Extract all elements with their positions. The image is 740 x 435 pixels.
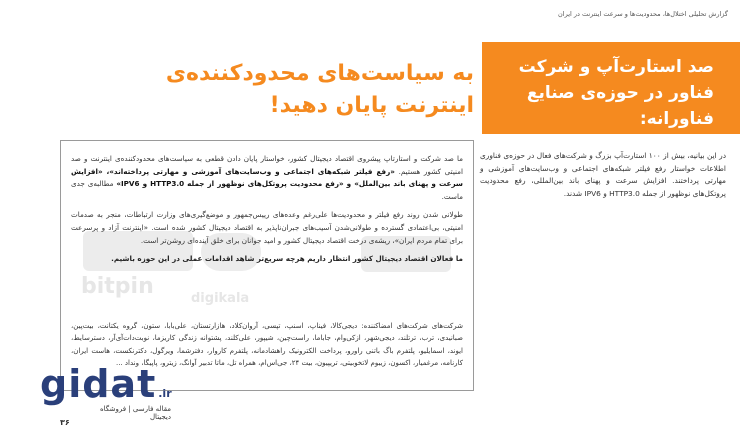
- logo-word: gidat: [40, 362, 157, 406]
- signatory-companies: شرکت‌های شرکت‌های امضاکننده: دیجی‌کالا، فیناپ، اسنپ، تپسی، آروان‌کلاد، هازارتستان، علی‌بابا، ستون، گروه یکتانت، بیت‌پین، صبانیدی، ترب، ترتلند، دیجی‌شهر، ازکی‌وام، جاباما، راست‌چین، شیپور، علی‌کلند، پشتوانه زندگی کاریزما، نوبت‌دات‌آی‌آر، دسترسایط، ایوند، اسمایلیو، پلتفرم باگ باتنی راورو، پرداخت الکترونیک راهشادمانه، پلتفرم کاروار، دفترشما، ویرگول، دکترنکست، هاست ایران، کارنامه، مرغمیار، اکسون، زیبوم لاتخوبیتی، تریپیون، بیت ۲۴، جی‌اس‌ام، همراه تل، ماتا تدبیر آوانگ، زیترو، پاپیگا، ونداد ...: [71, 322, 463, 368]
- running-header: گزارش تحلیلی اختلال‌ها، محدودیت‌ها و سرعت اینترنت در ایران: [558, 10, 728, 18]
- orange-banner: [482, 42, 740, 134]
- right-column-text: در این بیانیه، بیش از ۱۰۰ استارت‌آپ بزرگ و شرکت‌های فعال در حوزه‌ی فناوری اطلاعات خواستار رفع فیلتر شبکه‌های اجتماعی و وب‌سایت‌های آموزشی و مهارتی پرداختند. افزایش سرعت و پهنای باند بین‌المللی، رفع محدودیت پروتکل‌های نوظهور از جمله HTTP3.0 و IPV6 شدند.: [480, 151, 726, 198]
- main-title: به سیاست‌های محدودکننده‌ی اینترنت پایان دهید!: [165, 61, 474, 118]
- banner-title: صد استارت‌آپ و شرکت فناور در حوزه‌ی صنایع فناورانه:: [518, 57, 714, 129]
- statement-paragraph-2: طولانی شدن روند رفع فیلتر و محدودیت‌ها علی‌رغم وعده‌های رییس‌جمهور و موضع‌گیری‌های وزارت ارتباطات، منجر به صدمات امنیتی، بی‌اعتمادی گسترده و طولانی‌شدن آسیب‌های جبران‌ناپذیر به اقتصاد دیجیتال کشور شده است. «اینترنت آزاد و پرسرعت برای تمام مردم ایران»، ریشه‌ی درخت اقتصاد دیجیتال کشور و امید جوانان برای خلق آینده‌ای روشن‌تر است.: [71, 210, 463, 245]
- gidat-logo: [40, 364, 172, 404]
- watermark-bitpin: bitpin: [81, 274, 154, 299]
- page-number: ۳۶: [60, 418, 70, 427]
- statement-paragraph-3: ما فعالان اقتصاد دیجیتال کشور انتظار داریم هرچه سریع‌تر شاهد اقدامات عملی در این حوزه باشیم.: [111, 254, 463, 264]
- logo-tld: .ir: [158, 387, 172, 400]
- statement-paragraph-1: [71, 153, 463, 203]
- p1-intro: ما صد شرکت و استارتاپ پیشروی اقتصاد دیجیتال کشور، خواستار پایان دادن قطعی به سیاست‌های محدودکننده‌ی اینترنت و صد امنیتی کشور هستیم.: [71, 154, 464, 176]
- logo-subtitle: مقاله فارسی | فروشگاه دیجیتال: [99, 405, 171, 421]
- p1-end: مطالبه‌ی جدی ماست.: [71, 179, 463, 201]
- statement-content: [71, 153, 463, 272]
- watermark-digikala: digikala: [191, 291, 250, 306]
- statement-box: [60, 140, 474, 391]
- p1-demands: «رفع فیلتر شبکه‌های اجتماعی و وب‌سایت‌های آموزشی و مهارتی پرداخته‌اند»، «افزایش سرعت و پهنای باند بین‌الملل» و «رفع محدودیت پروتکل‌های نوظهور از جمله HTTP3.0 و IPV6»: [71, 166, 464, 189]
